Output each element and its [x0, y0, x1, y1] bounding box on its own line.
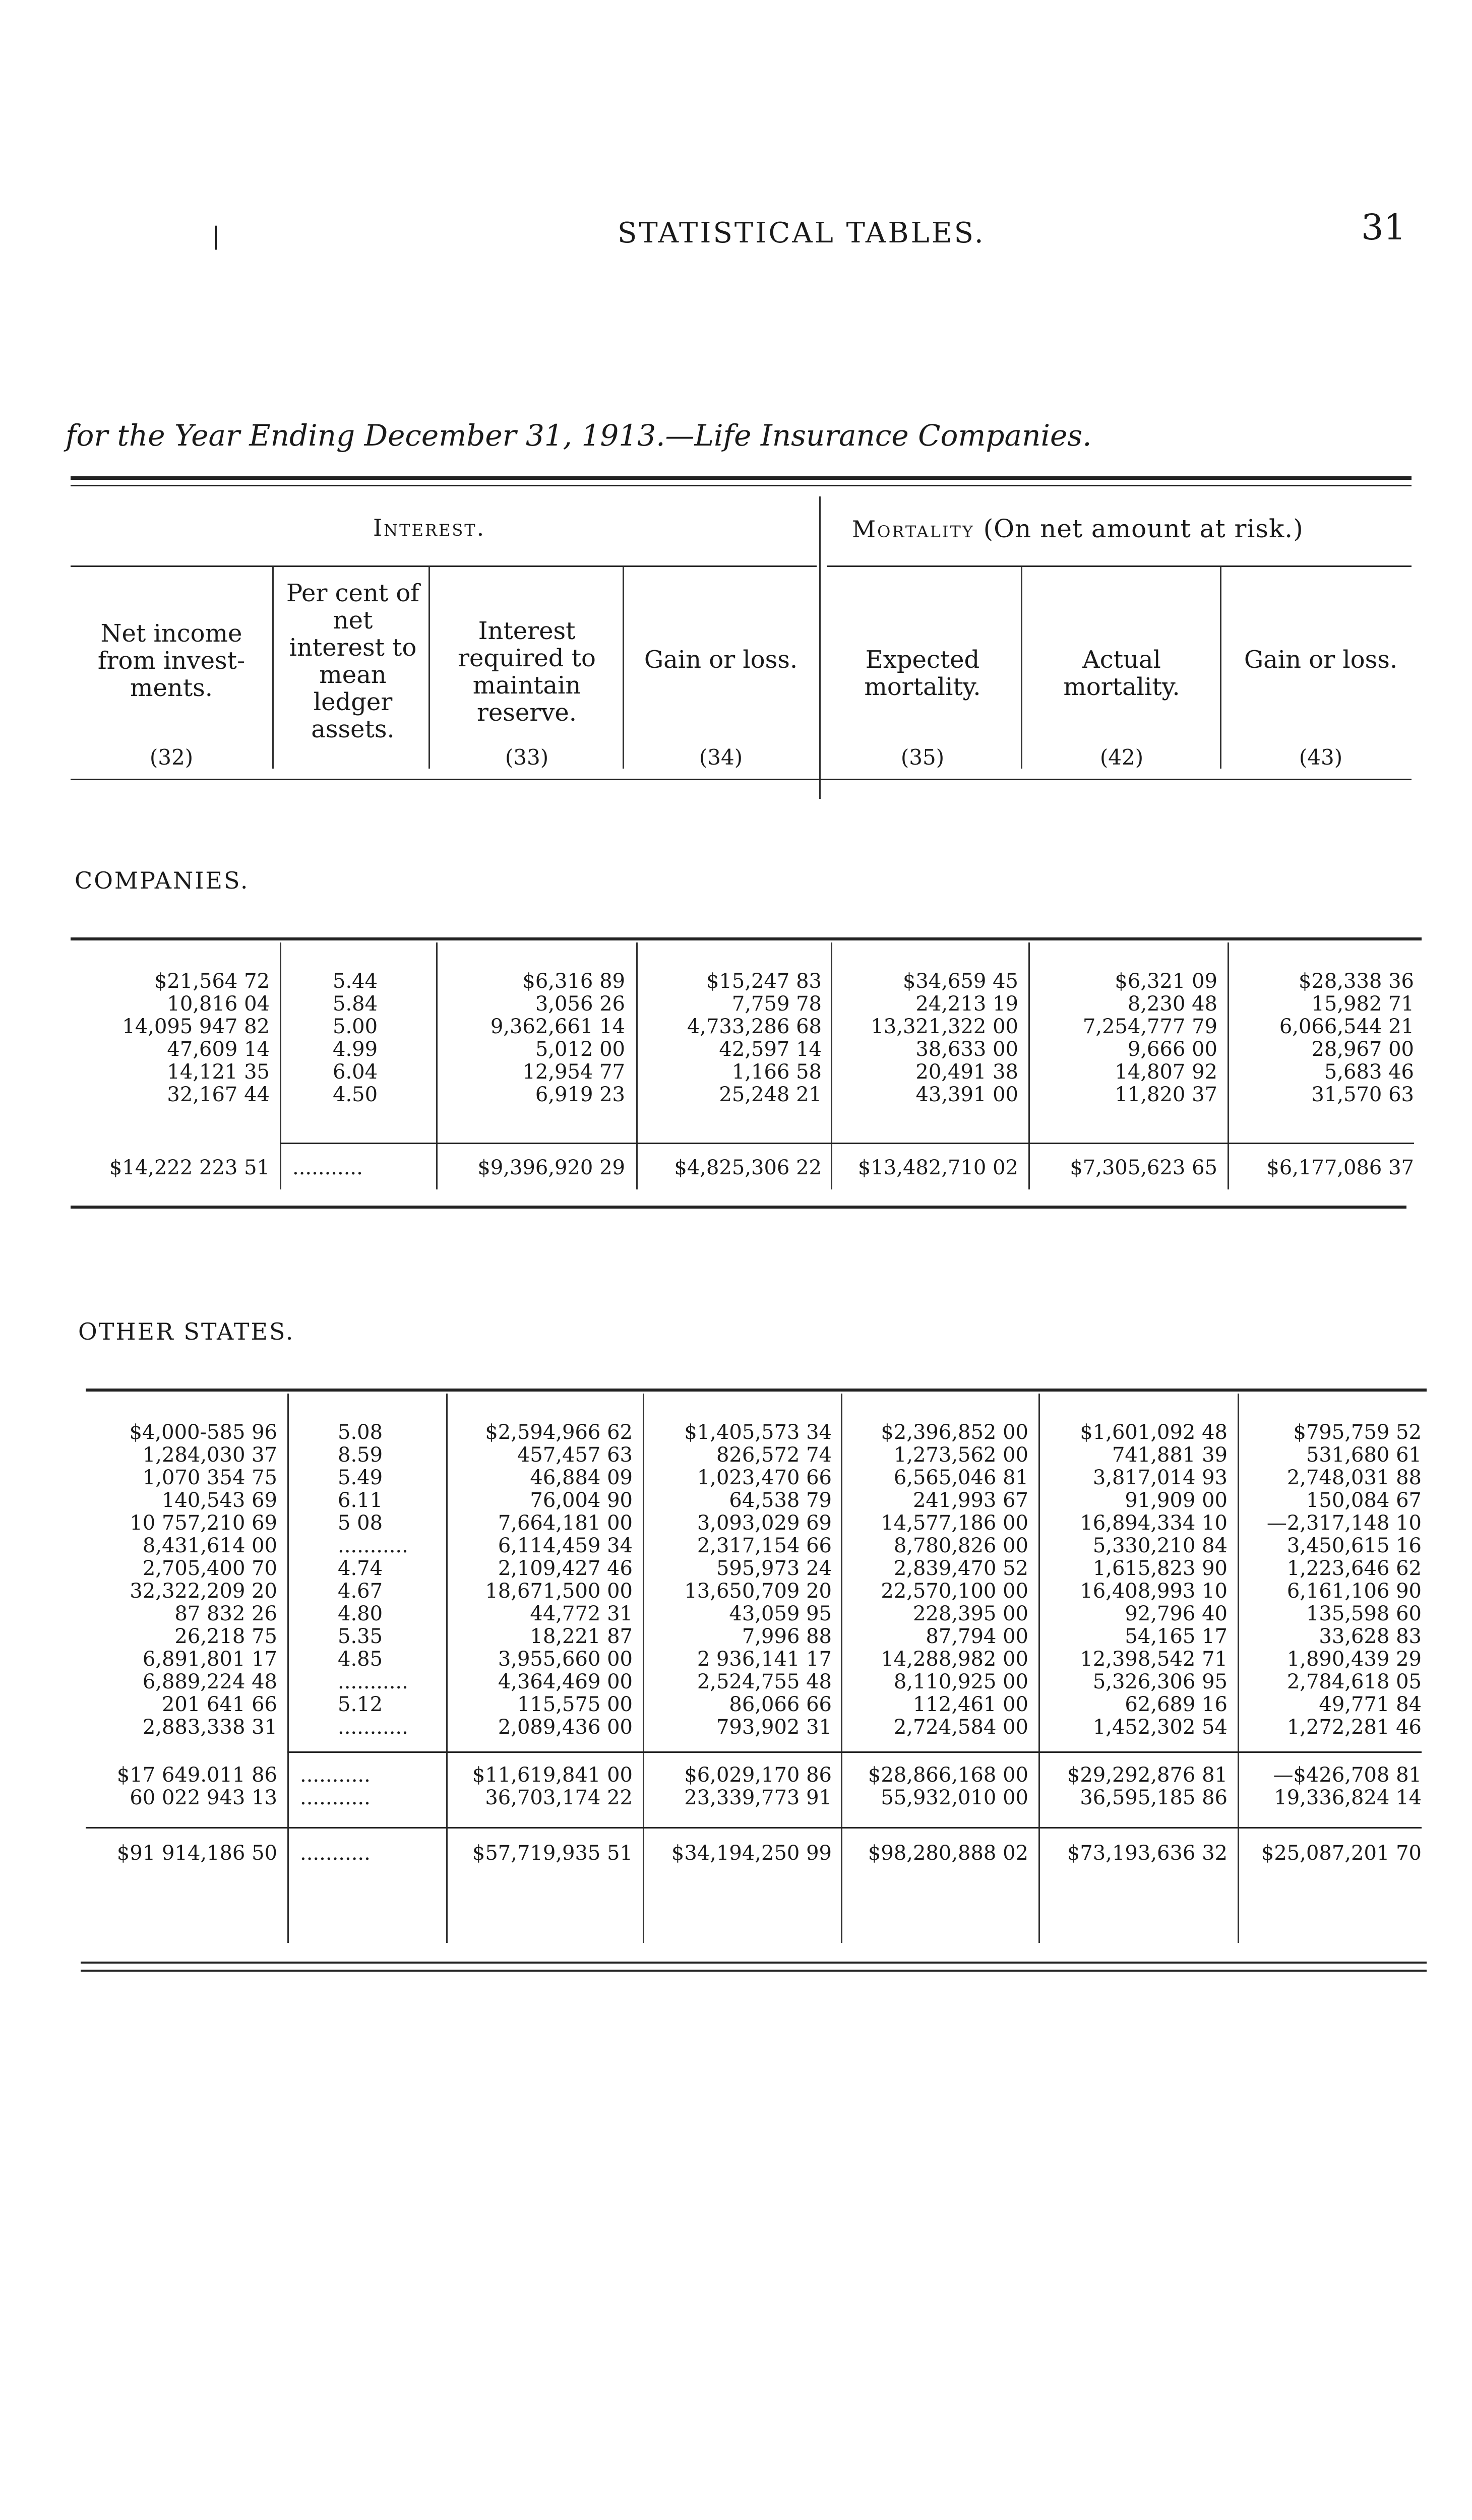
table-cell: 44,772 31	[530, 1602, 633, 1625]
col-header-actual: Actual mortality.	[1063, 646, 1180, 701]
table-cell: $34,659 45	[902, 970, 1018, 993]
table-cell: 3,056 26	[535, 992, 625, 1016]
table-cell: 13,650,709 20	[684, 1580, 832, 1603]
table-cell: $4,000-585 96	[129, 1421, 277, 1444]
table-cell: 4,733,286 68	[687, 1015, 822, 1038]
c-vline-5	[1028, 942, 1030, 1189]
other-col-mortality-gain	[1243, 1421, 1422, 1739]
table-cell: $17 649.011 86	[116, 1763, 277, 1787]
other-total-expected: $98,280,888 02	[868, 1842, 1028, 1865]
table-cell: 7,996 88	[742, 1625, 832, 1648]
table-cell: 5 08	[338, 1511, 383, 1535]
o-vline-4	[841, 1394, 842, 1943]
table-cell: 150,084 67	[1306, 1489, 1422, 1512]
table-cell: —2,317,148 10	[1266, 1511, 1422, 1535]
table-cell: 112,461 00	[912, 1693, 1028, 1716]
table-cell: 5.12	[338, 1693, 383, 1716]
other-states-top-rule	[86, 1389, 1427, 1392]
col-header-interest-gain: Gain or loss.	[644, 646, 798, 674]
table-cell: 14,095 947 82	[122, 1015, 270, 1038]
o-vline-2	[446, 1394, 448, 1943]
table-cell: $29,292,876 81	[1067, 1763, 1228, 1787]
col-divider-5	[1021, 567, 1022, 769]
table-cell: 64,538 79	[729, 1489, 832, 1512]
col-num-35: (35)	[900, 745, 945, 770]
table-cell: 38,633 00	[915, 1038, 1018, 1061]
table-cell: 87,794 00	[926, 1625, 1028, 1648]
table-cell: 3,817,014 93	[1092, 1466, 1228, 1489]
other-col-per-cent	[338, 1421, 444, 1739]
table-cell: 12,954 77	[522, 1060, 625, 1084]
col-divider-2	[428, 567, 430, 769]
table-cell: 457,457 63	[517, 1443, 633, 1467]
companies-col-expected	[837, 970, 1018, 1106]
table-cell: $2,594,966 62	[485, 1421, 633, 1444]
col-header-mortality-gain: Gain or loss.	[1244, 646, 1398, 674]
table-cell: 47,609 14	[167, 1038, 270, 1061]
table-cell: 8,431,614 00	[142, 1534, 277, 1557]
other-total-net-income: $91 914,186 50	[116, 1842, 277, 1865]
table-cell: 3,955,660 00	[498, 1648, 633, 1671]
table-cell: 25,248 21	[719, 1083, 822, 1106]
other-subtotal-interest-required	[451, 1764, 633, 1809]
table-cell: 5.44	[333, 970, 378, 993]
table-cell: 62,689 16	[1125, 1693, 1228, 1716]
group-divider	[819, 496, 821, 799]
col-divider-6	[1220, 567, 1221, 769]
table-cell: 1,272,281 46	[1286, 1716, 1422, 1739]
companies-col-actual	[1036, 970, 1217, 1106]
table-cell: 14,288,982 00	[881, 1648, 1028, 1671]
table-cell: ...........	[300, 1763, 371, 1787]
companies-col-mortality-gain	[1235, 970, 1414, 1106]
o-vline-1	[287, 1394, 289, 1943]
companies-total-expected: $13,482,710 02	[857, 1156, 1018, 1179]
table-cell: 2,524,755 48	[697, 1670, 832, 1693]
table-cell: 54,165 17	[1125, 1625, 1228, 1648]
section-heading-companies: COMPANIES.	[75, 867, 250, 894]
table-cell: 2,089,436 00	[498, 1716, 633, 1739]
table-cell: 32,167 44	[167, 1083, 270, 1106]
table-cell: 11,820 37	[1115, 1083, 1217, 1106]
table-cell: 14,807 92	[1115, 1060, 1217, 1084]
table-cell: 43,059 95	[729, 1602, 832, 1625]
companies-col-net-income	[76, 970, 270, 1106]
table-cell: 91,909 00	[1125, 1489, 1228, 1512]
other-total-interest-gain: $34,194,250 99	[671, 1842, 832, 1865]
table-cell: 4.99	[333, 1038, 378, 1061]
table-cell: 1,070 354 75	[142, 1466, 277, 1489]
table-cell: 241,993 67	[912, 1489, 1028, 1512]
other-subtotal-mortality-gain	[1243, 1764, 1422, 1809]
table-cell: ...........	[338, 1670, 408, 1693]
other-subtotal-interest-gain	[648, 1764, 832, 1809]
top-rule	[71, 476, 1412, 480]
other-col-net-income	[81, 1421, 277, 1739]
col-header-per-cent: Per cent of net interest to mean ledger assets.	[286, 579, 420, 743]
table-cell: 2,705,400 70	[142, 1557, 277, 1580]
table-cell: 741,881 39	[1112, 1443, 1228, 1467]
table-cell: 6,889,224 48	[142, 1670, 277, 1693]
table-cell: 9,666 00	[1127, 1038, 1217, 1061]
table-cell: 793,902 31	[716, 1716, 832, 1739]
other-col-interest-required	[451, 1421, 633, 1739]
group-underline-mortality	[827, 565, 1412, 567]
section-heading-other-states: OTHER STATES.	[78, 1318, 295, 1345]
table-cell: 1,452,302 54	[1092, 1716, 1228, 1739]
table-cell: 5,326,306 95	[1092, 1670, 1228, 1693]
table-cell: $21,564 72	[154, 970, 270, 993]
other-total-rule	[86, 1827, 1422, 1829]
table-cell: 18,221 87	[530, 1625, 633, 1648]
companies-col-per-cent	[333, 970, 434, 1106]
table-cell: 42,597 14	[719, 1038, 822, 1061]
table-cell: 86,066 66	[729, 1693, 832, 1716]
table-cell: 4.85	[338, 1648, 383, 1671]
table-cell: $2,396,852 00	[881, 1421, 1028, 1444]
table-cell: 6.11	[338, 1489, 383, 1512]
table-cell: 10 757,210 69	[130, 1511, 277, 1535]
table-cell: 23,339,773 91	[684, 1786, 832, 1809]
table-cell: 14,577,186 00	[881, 1511, 1028, 1535]
table-cell: 36,595,185 86	[1080, 1786, 1228, 1809]
table-cell: 76,004 90	[530, 1489, 633, 1512]
col-num-34: (34)	[699, 745, 743, 770]
table-cell: $1,601,092 48	[1080, 1421, 1228, 1444]
o-vline-6	[1238, 1394, 1239, 1943]
companies-sum-rule	[280, 1143, 1414, 1144]
companies-col-interest-required	[444, 970, 625, 1106]
table-cell: 33,628 83	[1319, 1625, 1422, 1648]
group-header-mortality	[852, 514, 1304, 543]
table-cell: 2 936,141 17	[697, 1648, 832, 1671]
companies-total-interest-required: $9,396,920 29	[477, 1156, 625, 1179]
table-cell: $28,866,168 00	[868, 1763, 1028, 1787]
table-cell: 36,703,174 22	[485, 1786, 633, 1809]
table-cell: 1,890,439 29	[1286, 1648, 1422, 1671]
table-cell: 15,982 71	[1311, 992, 1414, 1016]
table-cell: 5.08	[338, 1421, 383, 1444]
col-header-interest-required: Interest required to maintain reserve.	[458, 617, 596, 727]
col-divider-1	[272, 567, 274, 769]
table-cell: 6,891,801 17	[142, 1648, 277, 1671]
table-cell: 7,664,181 00	[498, 1511, 633, 1535]
table-cell: 10,816 04	[167, 992, 270, 1016]
other-col-expected	[847, 1421, 1028, 1739]
table-cell: 1,284,030 37	[142, 1443, 277, 1467]
table-cell: 5,683 46	[1324, 1060, 1414, 1084]
table-cell: 826,572 74	[716, 1443, 832, 1467]
table-cell: 6,066,544 21	[1279, 1015, 1414, 1038]
table-cell: 4.80	[338, 1602, 383, 1625]
other-total-interest-required: $57,719,935 51	[472, 1842, 633, 1865]
table-cell: 7,759 78	[731, 992, 822, 1016]
mortality-note: (On net amount at risk.)	[983, 514, 1304, 543]
table-cell: 14,121 35	[167, 1060, 270, 1084]
c-vline-2	[436, 942, 438, 1189]
running-title: STATISTICAL TABLES.	[618, 217, 986, 249]
header-bottom-rule	[71, 779, 1412, 780]
table-cell: 8,230 48	[1127, 992, 1217, 1016]
table-cell: 531,680 61	[1306, 1443, 1422, 1467]
c-vline-3	[636, 942, 638, 1189]
other-subtotal-net-income	[81, 1764, 277, 1809]
other-total-per-cent: ...........	[300, 1842, 371, 1865]
table-cell: 5,012 00	[535, 1038, 625, 1061]
table-cell: 19,336,824 14	[1274, 1786, 1422, 1809]
table-cell: 1,615,823 90	[1092, 1557, 1228, 1580]
companies-col-interest-gain	[643, 970, 822, 1106]
table-cell: 8.59	[338, 1443, 383, 1467]
table-cell: 2,109,427 46	[498, 1557, 633, 1580]
table-cell: 55,932,010 00	[881, 1786, 1028, 1809]
table-cell: 13,321,322 00	[871, 1015, 1018, 1038]
table-cell: 5,330,210 84	[1092, 1534, 1228, 1557]
table-cell: 4.74	[338, 1557, 383, 1580]
table-cell: 1,273,562 00	[893, 1443, 1028, 1467]
table-cell: 2,317,154 66	[697, 1534, 832, 1557]
other-subtotal-expected	[847, 1764, 1028, 1809]
table-cell: 16,894,334 10	[1080, 1511, 1228, 1535]
table-cell: 8,780,826 00	[893, 1534, 1028, 1557]
table-cell: 7,254,777 79	[1082, 1015, 1217, 1038]
page-subtitle: for the Year Ending December 31, 1913.—Life Insurance Companies.	[66, 418, 1092, 453]
table-cell: 1,166 58	[731, 1060, 822, 1084]
other-total-mortality-gain: $25,087,201 70	[1261, 1842, 1422, 1865]
o-vline-5	[1038, 1394, 1040, 1943]
table-cell: 43,391 00	[915, 1083, 1018, 1106]
top-rule-thin	[71, 485, 1412, 486]
col-num-32: (32)	[149, 745, 194, 770]
table-cell: 24,213 19	[915, 992, 1018, 1016]
table-cell: 5.84	[333, 992, 378, 1016]
table-cell: $6,321 09	[1115, 970, 1217, 993]
o-vline-3	[643, 1394, 644, 1943]
table-cell: 140,543 69	[161, 1489, 277, 1512]
table-cell: $15,247 83	[706, 970, 822, 993]
companies-total-interest-gain: $4,825,306 22	[674, 1156, 822, 1179]
col-num-43: (43)	[1299, 745, 1343, 770]
bottom-rule-2	[81, 1970, 1427, 1972]
table-cell: 6,114,459 34	[498, 1534, 633, 1557]
table-cell: $795,759 52	[1293, 1421, 1422, 1444]
table-cell: 32,322,209 20	[130, 1580, 277, 1603]
bottom-rule-1	[81, 1962, 1427, 1964]
table-cell: ...........	[300, 1786, 371, 1809]
table-cell: 8,110,925 00	[893, 1670, 1028, 1693]
other-col-interest-gain	[648, 1421, 832, 1739]
table-cell: 5.49	[338, 1466, 383, 1489]
other-subtotal-rule	[287, 1751, 1422, 1753]
table-cell: 20,491 38	[915, 1060, 1018, 1084]
group-header-interest: Interest.	[373, 514, 486, 541]
table-cell: 6,565,046 81	[893, 1466, 1028, 1489]
table-cell: 60 022 943 13	[130, 1786, 277, 1809]
table-cell: 4,364,469 00	[498, 1670, 633, 1693]
table-cell: 2,883,338 31	[142, 1716, 277, 1739]
other-subtotal-actual	[1045, 1764, 1228, 1809]
companies-total-mortality-gain: $6,177,086 37	[1266, 1156, 1414, 1179]
col-header-net-income: Net income from invest- ments.	[97, 619, 246, 702]
table-cell: 49,771 84	[1319, 1693, 1422, 1716]
table-cell: 9,362,661 14	[490, 1015, 625, 1038]
table-cell: —$426,708 81	[1273, 1763, 1422, 1787]
table-cell: 22,570,100 00	[881, 1580, 1028, 1603]
mortality-label: Mortality	[852, 516, 974, 543]
table-cell: 18,671,500 00	[485, 1580, 633, 1603]
c-vline-4	[831, 942, 832, 1189]
table-cell: 4.67	[338, 1580, 383, 1603]
table-cell: 6.04	[333, 1060, 378, 1084]
companies-top-rule	[71, 937, 1422, 940]
group-underline-interest	[71, 565, 817, 567]
table-cell: 2,724,584 00	[893, 1716, 1028, 1739]
table-cell: 3,450,615 16	[1286, 1534, 1422, 1557]
table-cell: 1,023,470 66	[697, 1466, 832, 1489]
table-cell: 6,919 23	[535, 1083, 625, 1106]
table-cell: 135,598 60	[1306, 1602, 1422, 1625]
table-cell: 201 641 66	[161, 1693, 277, 1716]
table-cell: 595,973 24	[716, 1557, 832, 1580]
other-total-actual: $73,193,636 32	[1067, 1842, 1228, 1865]
table-cell: $11,619,841 00	[472, 1763, 633, 1787]
col-num-42: (42)	[1099, 745, 1144, 770]
companies-total-per-cent: ...........	[292, 1156, 363, 1179]
table-cell: 46,884 09	[530, 1466, 633, 1489]
margin-mark: |	[212, 222, 220, 250]
table-cell: 31,570 63	[1311, 1083, 1414, 1106]
table-cell: 12,398,542 71	[1080, 1648, 1228, 1671]
c-vline-6	[1228, 942, 1229, 1189]
table-cell: ...........	[338, 1716, 408, 1739]
table-cell: 228,395 00	[912, 1602, 1028, 1625]
col-header-expected: Expected mortality.	[864, 646, 981, 701]
table-cell: $6,316 89	[522, 970, 625, 993]
table-cell: 4.50	[333, 1083, 378, 1106]
table-cell: 115,575 00	[517, 1693, 633, 1716]
table-cell: 28,967 00	[1311, 1038, 1414, 1061]
companies-total-actual: $7,305,623 65	[1070, 1156, 1217, 1179]
table-cell: 2,748,031 88	[1286, 1466, 1422, 1489]
table-cell: 87 832 26	[174, 1602, 277, 1625]
table-cell: 2,839,470 52	[893, 1557, 1028, 1580]
companies-bottom-rule	[71, 1206, 1406, 1209]
table-cell: $6,029,170 86	[684, 1763, 832, 1787]
other-col-actual	[1045, 1421, 1228, 1739]
table-cell: $1,405,573 34	[684, 1421, 832, 1444]
table-cell: $28,338 36	[1298, 970, 1414, 993]
companies-total-net-income: $14,222 223 51	[109, 1156, 270, 1179]
other-subtotal-per-cent	[300, 1764, 444, 1809]
col-num-33: (33)	[505, 745, 549, 770]
table-cell: 92,796 40	[1125, 1602, 1228, 1625]
table-cell: 16,408,993 10	[1080, 1580, 1228, 1603]
table-cell: 5.00	[333, 1015, 378, 1038]
table-cell: 2,784,618 05	[1286, 1670, 1422, 1693]
table-cell: 6,161,106 90	[1286, 1580, 1422, 1603]
col-divider-3	[623, 567, 624, 769]
table-cell: 5.35	[338, 1625, 383, 1648]
page-number: 31	[1361, 207, 1406, 248]
table-cell: 1,223,646 62	[1286, 1557, 1422, 1580]
table-cell: ...........	[338, 1534, 408, 1557]
table-cell: 26,218 75	[174, 1625, 277, 1648]
c-vline-1	[280, 942, 281, 1189]
table-cell: 3,093,029 69	[697, 1511, 832, 1535]
